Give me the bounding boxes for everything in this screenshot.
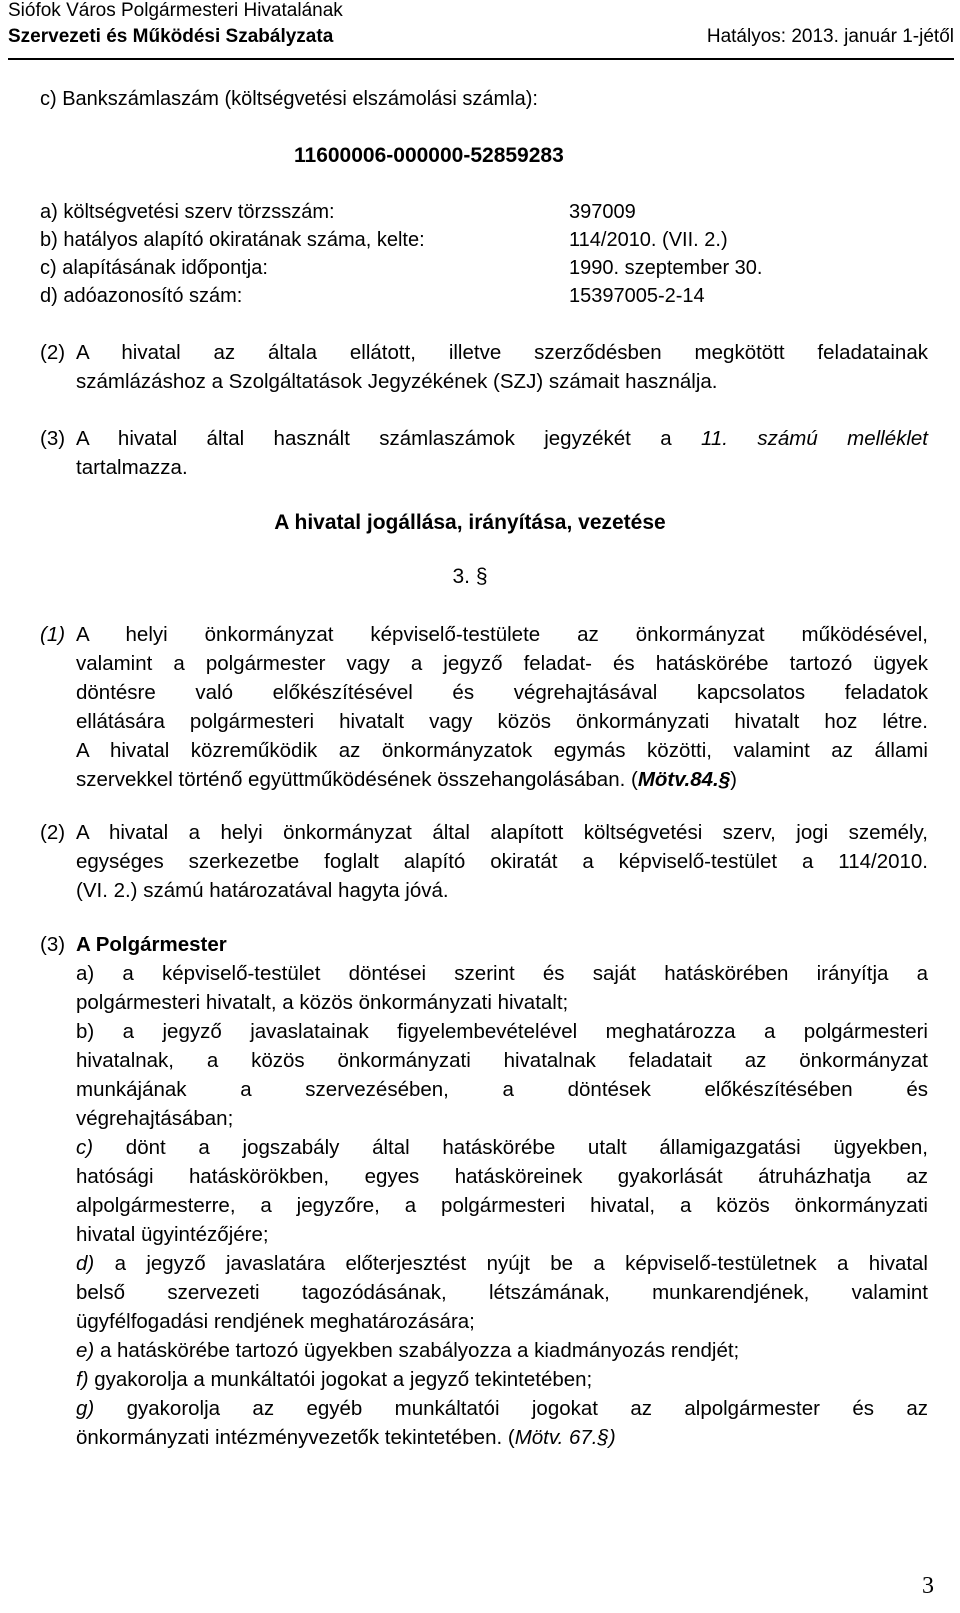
paragraph-line: ellátására polgármesteri hivatalt vagy közös önkormányzati hivatalt hoz létre. xyxy=(76,710,928,733)
paragraph-number: (3) xyxy=(40,933,66,956)
list-item-letter: c) xyxy=(76,1136,94,1159)
header-effective-date: Hatályos: 2013. január 1-jétől xyxy=(706,26,954,47)
paragraph-line: szervekkel történő együttműködésének összehangolásában. (Mötv.84.§) xyxy=(76,768,737,791)
paragraph-number: (1) xyxy=(40,623,66,646)
page-header xyxy=(8,0,954,60)
paragraph-number: (2) xyxy=(40,821,66,844)
list-item-line: belső szervezeti tagozódásának, létszámának, munkarendjének, valamint xyxy=(76,1281,928,1304)
paragraph-line: valamint a polgármester vagy a jegyző feladat- és hatáskörébe tartozó ügyek xyxy=(76,652,928,675)
list-item-line: hivatalnak, a közös önkormányzati hivatalnak feladatait az önkormányzat xyxy=(76,1049,928,1072)
header-institution: Siófok Város Polgármesteri Hivatalának xyxy=(8,0,343,21)
paragraph-line: A helyi önkormányzat képviselő-testülete az önkormányzat működésével, xyxy=(76,623,928,646)
list-item-letter: d) xyxy=(76,1252,95,1275)
header-document-title: Szervezeti és Működési Szabályzata xyxy=(8,26,334,47)
list-item-line: önkormányzati intézményvezetők tekintetében. (Mötv. 67.§) xyxy=(76,1426,616,1449)
paragraph-line: egységes szerkezetbe foglalt alapító okiratát a képviselő-testület a 114/2010. xyxy=(76,850,928,873)
bank-row-value: 114/2010. (VII. 2.) xyxy=(569,229,728,251)
bank-row-value: 1990. szeptember 30. xyxy=(569,257,763,279)
list-item-line: b) a jegyző javaslatainak figyelembevételével meghatározza a polgármesteri xyxy=(76,1020,928,1043)
list-item-line: polgármesteri hivatalt, a közös önkormányzati hivatalt; xyxy=(76,991,569,1014)
list-item-line: c) dönt a jogszabály által hatáskörébe utalt államigazgatási ügyekben, xyxy=(76,1136,928,1159)
bank-account-heading: c) Bankszámlaszám (költségvetési elszámolási számla): xyxy=(40,88,538,110)
list-item-line: e) a hatáskörébe tartozó ügyekben szabályozza a kiadmányozás rendjét; xyxy=(76,1339,740,1362)
paragraph-line: A hivatal által használt számlaszámok jegyzékét a 11. számú melléklet xyxy=(76,427,928,450)
list-item-line: hatósági hatáskörökben, egyes hatásköreinek gyakorlását átruházhatja az xyxy=(76,1165,928,1188)
paragraph-line: (VI. 2.) számú határozatával hagyta jóvá. xyxy=(76,879,449,902)
legal-reference: Mötv.84.§ xyxy=(637,768,731,791)
page-number: 3 xyxy=(922,1573,934,1599)
annex-reference: 11. számú melléklet xyxy=(701,427,928,450)
bank-row-label: d) adóazonosító szám: xyxy=(40,285,243,307)
list-item-line: végrehajtásában; xyxy=(76,1107,234,1130)
paragraph-line: A hivatal az általa ellátott, illetve szerződésben megkötött feladatainak xyxy=(76,341,928,364)
bank-row-value: 397009 xyxy=(569,201,636,223)
bank-account-number: 11600006-000000-52859283 xyxy=(294,144,564,167)
legal-reference: Mötv. 67.§) xyxy=(514,1426,616,1449)
bank-row-label: a) költségvetési szerv törzsszám: xyxy=(40,201,335,223)
list-item-line: munkájának a szervezésében, a döntések előkészítésében és xyxy=(76,1078,928,1101)
bank-row-label: c) alapításának időpontja: xyxy=(40,257,268,279)
list-item-line: d) a jegyző javaslatára előterjesztést nyújt be a képviselő-testületnek a hivatal xyxy=(76,1252,928,1275)
list-item-line: f) gyakorolja a munkáltatói jogokat a jegyző tekintetében; xyxy=(76,1368,593,1391)
section-number: 3. § xyxy=(452,565,488,588)
list-item-letter: g) xyxy=(76,1397,95,1420)
paragraph-title: A Polgármester xyxy=(76,933,227,956)
paragraph-line: tartalmazza. xyxy=(76,456,188,479)
bank-row-label: b) hatályos alapító okiratának száma, kelte: xyxy=(40,229,425,251)
paragraph-line: döntésre való előkészítésével és végrehajtásával kapcsolatos feladatok xyxy=(76,681,928,704)
paragraph-number: (2) xyxy=(40,341,66,364)
paragraph-line: számlázáshoz a Szolgáltatások Jegyzékének (SZJ) számait használja. xyxy=(76,370,718,393)
list-item-line: a) a képviselő-testület döntései szerint és saját hatáskörében irányítja a xyxy=(76,962,928,985)
bank-row-value: 15397005-2-14 xyxy=(569,285,705,307)
list-item-letter: e) xyxy=(76,1339,95,1362)
paragraph-line: A hivatal a helyi önkormányzat által alapított költségvetési szerv, jogi személy, xyxy=(76,821,928,844)
list-item-line: alpolgármesterre, a jegyzőre, a polgármesteri hivatal, a közös önkormányzati xyxy=(76,1194,928,1217)
list-item-line: hivatal ügyintézőjére; xyxy=(76,1223,269,1246)
list-item-line: g) gyakorolja az egyéb munkáltatói jogokat az alpolgármester és az xyxy=(76,1397,928,1420)
paragraph-line: A hivatal közreműködik az önkormányzatok egymás közötti, valamint az állami xyxy=(76,739,928,762)
list-item-letter: f) xyxy=(76,1368,89,1391)
section-title: A hivatal jogállása, irányítása, vezetése xyxy=(274,511,666,534)
list-item-line: ügyfélfogadási rendjének meghatározására; xyxy=(76,1310,475,1333)
paragraph-number: (3) xyxy=(40,427,66,450)
